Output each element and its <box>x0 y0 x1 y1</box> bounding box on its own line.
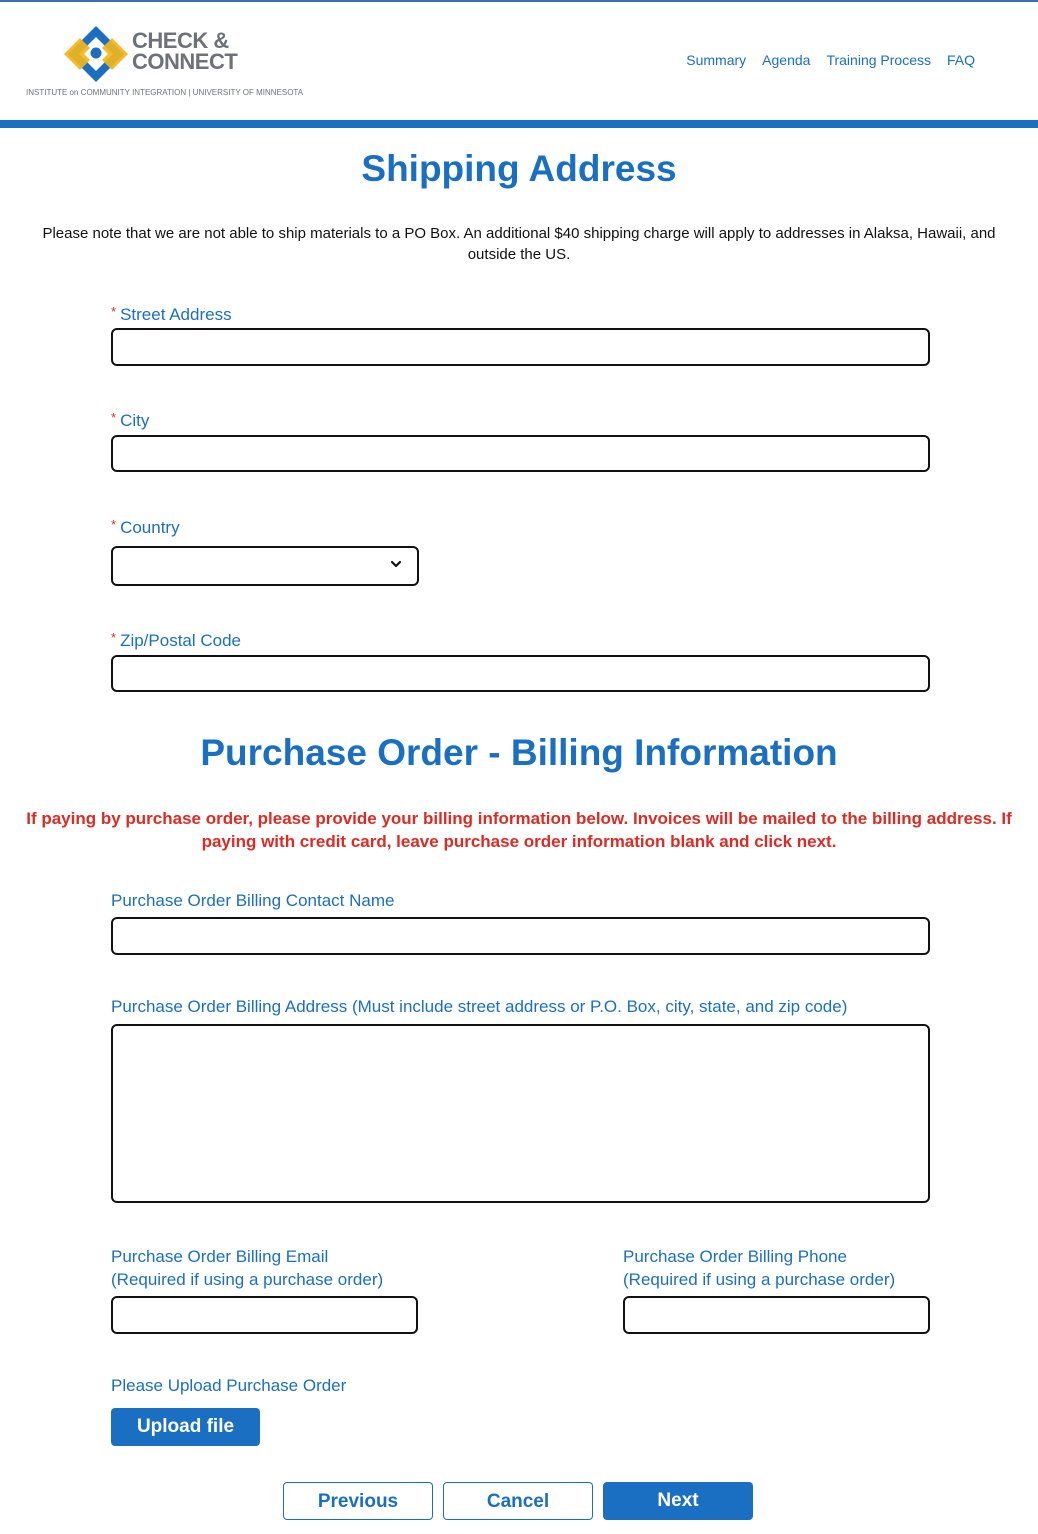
nav-link-faq[interactable]: FAQ <box>946 52 975 68</box>
next-button[interactable]: Next <box>603 1482 753 1520</box>
cancel-button[interactable]: Cancel <box>443 1482 593 1520</box>
country-label-text: Country <box>120 518 180 537</box>
billing-email-hint: (Required if using a purchase order) <box>111 1270 384 1289</box>
country-select[interactable] <box>111 546 419 586</box>
billing-phone-label <box>623 1245 895 1291</box>
city-input[interactable] <box>111 435 930 472</box>
street-address-label <box>111 300 232 326</box>
billing-title: Purchase Order - Billing Information <box>200 732 838 773</box>
required-marker: * <box>111 630 117 645</box>
chevron-down-icon <box>389 557 403 571</box>
billing-email-label-text: Purchase Order Billing Email <box>111 1247 329 1266</box>
billing-phone-hint: (Required if using a purchase order) <box>623 1270 896 1289</box>
header-divider <box>0 120 1038 128</box>
billing-phone-input[interactable] <box>623 1296 930 1334</box>
billing-phone-label-text: Purchase Order Billing Phone <box>623 1247 847 1266</box>
nav-link-training-process[interactable]: Training Process <box>826 52 931 68</box>
shipping-note: Please note that we are not able to ship materials to a PO Box. An additional $40 shipping charge will apply to addresses in Alaksa, Hawaii, and outside the US. <box>42 225 996 263</box>
billing-email-label <box>111 1245 383 1291</box>
street-address-input[interactable] <box>111 328 930 366</box>
previous-button[interactable]: Previous <box>283 1482 433 1520</box>
billing-contact-label: Purchase Order Billing Contact Name <box>111 891 395 910</box>
required-marker: * <box>111 517 117 532</box>
billing-contact-input[interactable] <box>111 917 930 955</box>
logo-subtitle: INSTITUTE on COMMUNITY INTEGRATION | UNIVERSITY OF MINNESOTA <box>26 88 304 97</box>
city-label-text: City <box>120 411 150 430</box>
nav-link-summary[interactable]: Summary <box>686 52 747 68</box>
required-marker: * <box>111 410 117 425</box>
nav-link-agenda[interactable]: Agenda <box>762 52 811 68</box>
required-marker: * <box>111 304 117 319</box>
main-nav <box>686 52 975 68</box>
logo-word-check: CHECK & <box>132 28 229 53</box>
upload-file-button[interactable]: Upload file <box>111 1408 260 1446</box>
zip-input[interactable] <box>111 655 930 692</box>
shipping-title: Shipping Address <box>361 148 677 189</box>
zip-label <box>111 626 241 652</box>
city-label <box>111 406 149 432</box>
billing-address-textarea[interactable] <box>111 1024 930 1203</box>
logo-word-connect: CONNECT <box>132 49 238 74</box>
country-label <box>111 513 180 539</box>
billing-warning: If paying by purchase order, please provide your billing information below. Invoices will be mailed to the billing address. If paying with credit card, leave purchase order information blank and click next. <box>26 809 1012 851</box>
upload-po-label: Please Upload Purchase Order <box>111 1376 347 1395</box>
billing-address-label: Purchase Order Billing Address (Must include street address or P.O. Box, city, state, and zip code) <box>111 997 848 1016</box>
street-address-label-text: Street Address <box>120 305 232 324</box>
check-connect-logo[interactable] <box>24 22 304 102</box>
site-header <box>0 2 1038 120</box>
logo-mark-icon <box>62 24 132 84</box>
billing-email-input[interactable] <box>111 1296 418 1334</box>
zip-label-text: Zip/Postal Code <box>120 631 242 650</box>
